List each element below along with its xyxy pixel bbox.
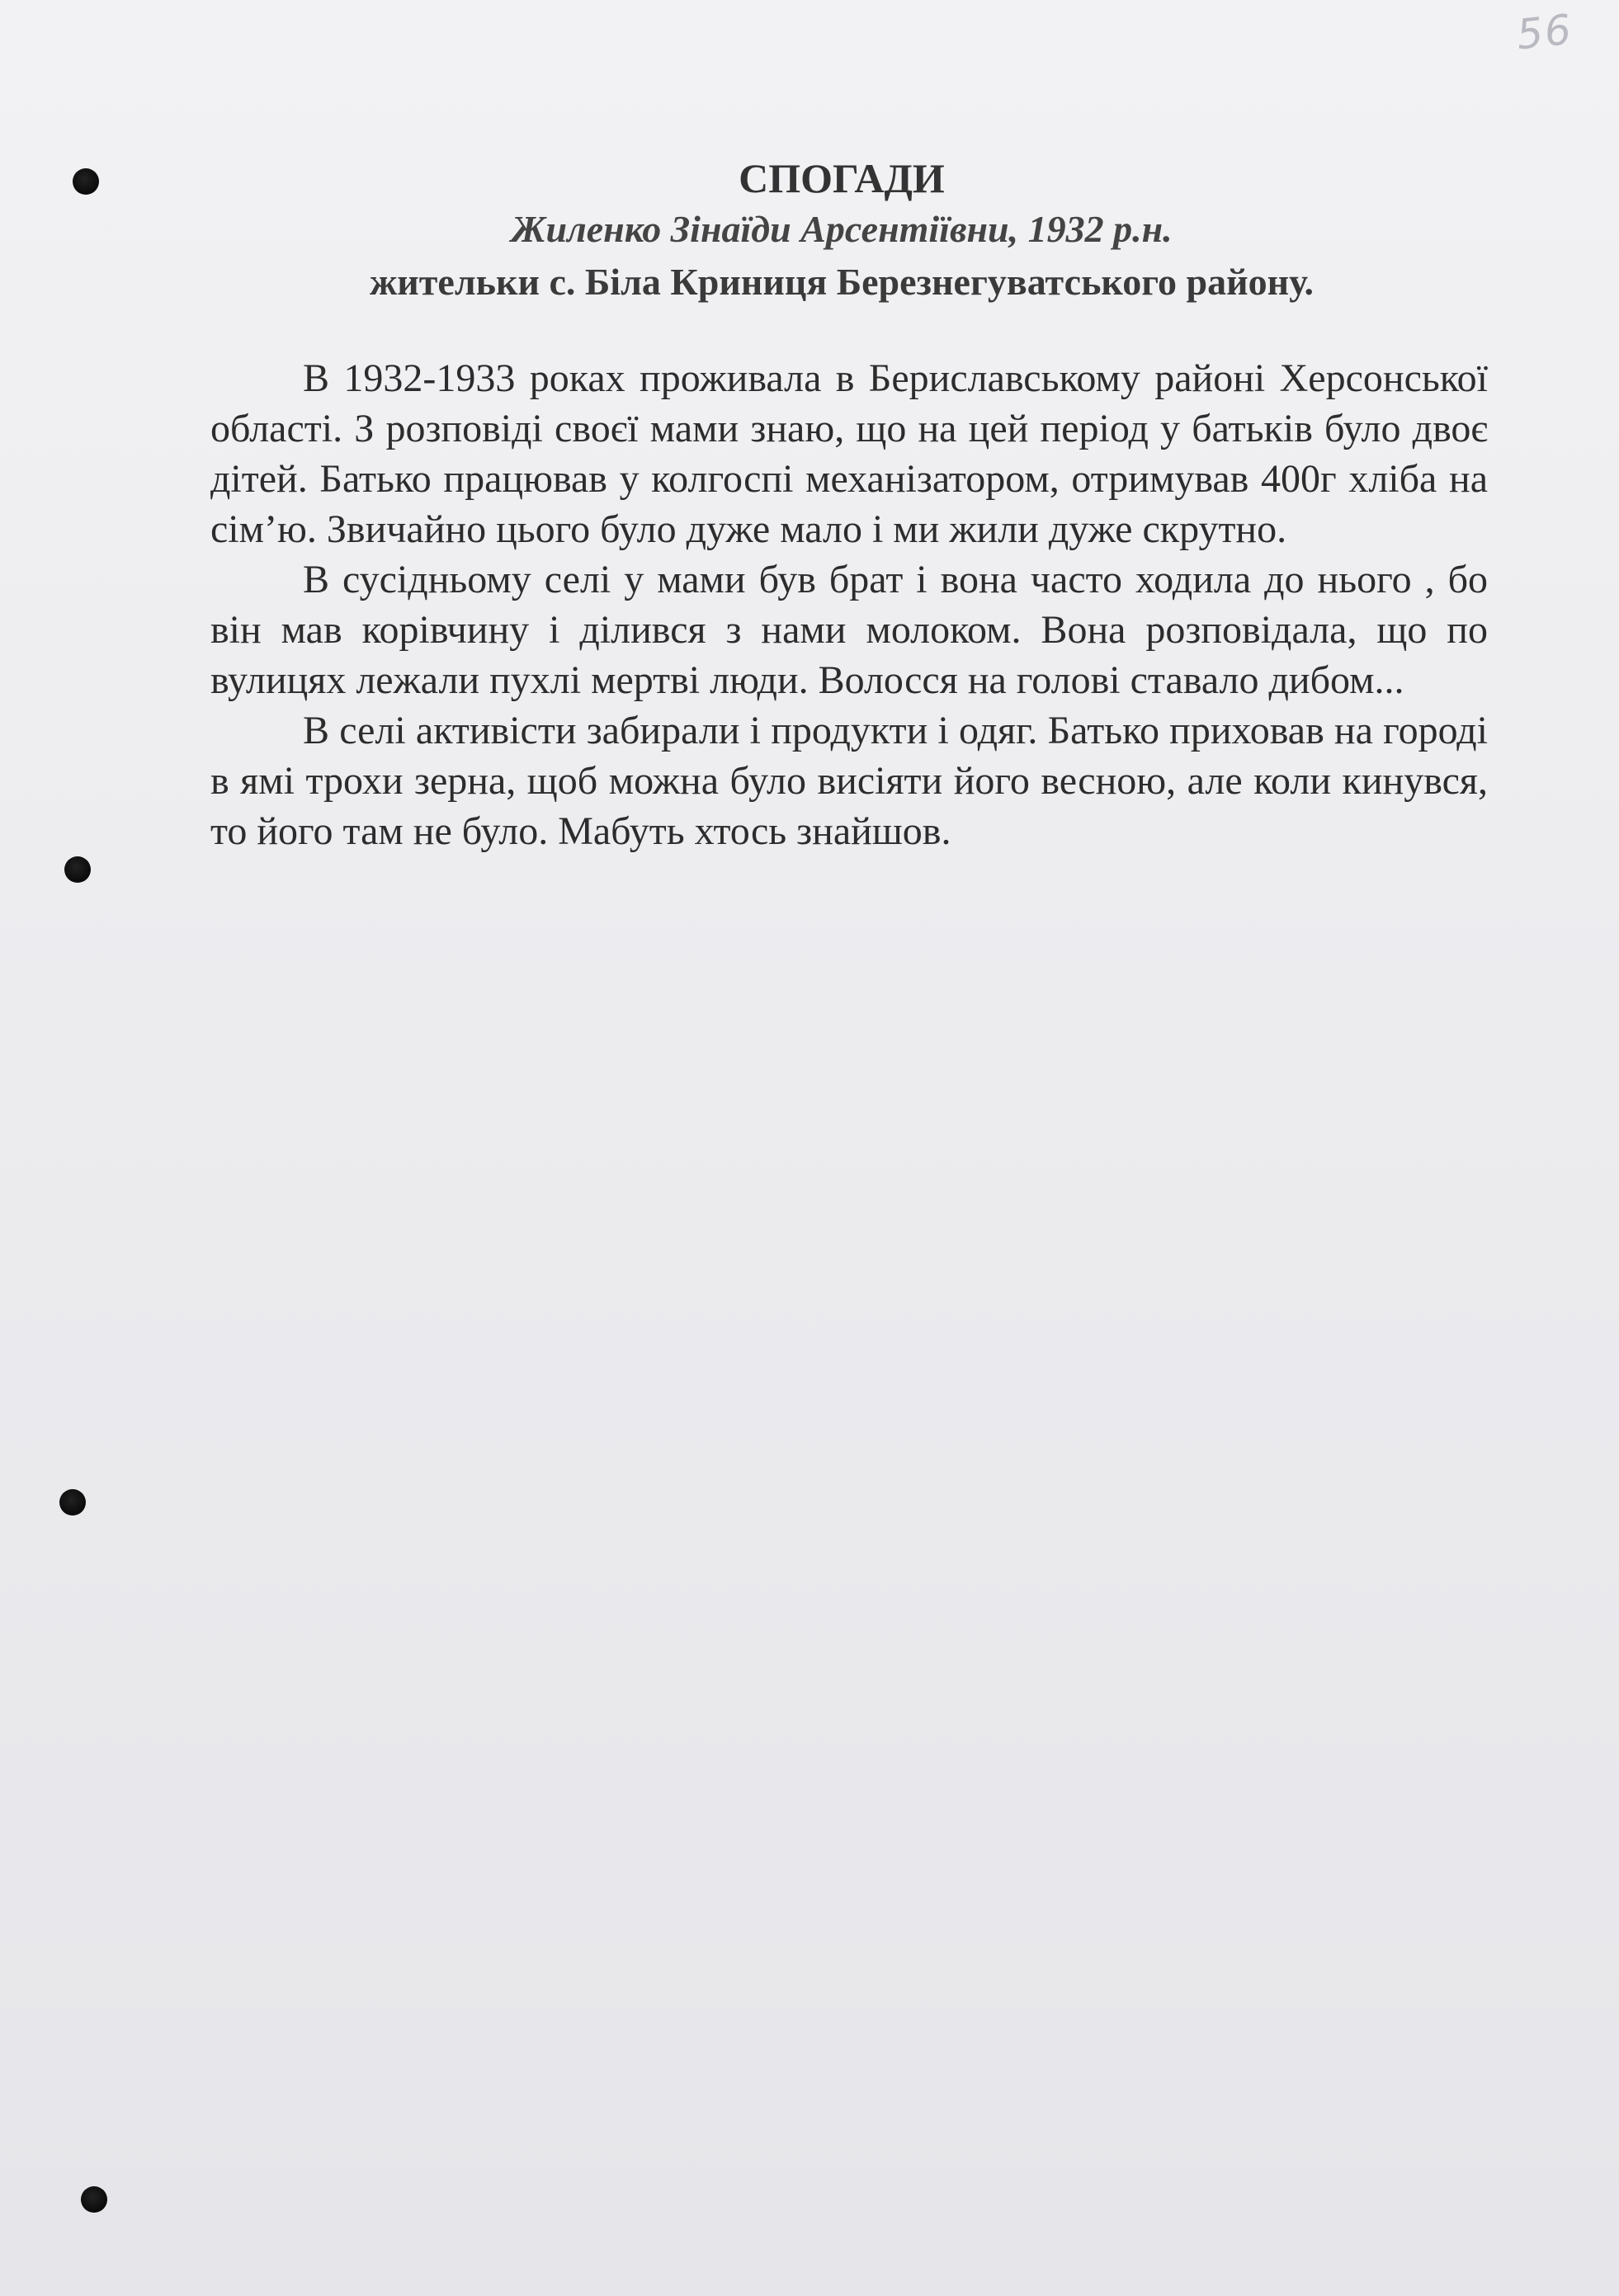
paragraph: В селі активісти забирали і продукти і одяг. Батько приховав на городі в ямі трохи зерна, щоб можна було висіяти його весною, але коли кинувся, то його там не було. Мабуть хтось знайшов. — [210, 709, 1488, 853]
residence-line: жительки с. Біла Криниця Березнегуватського району. — [369, 261, 1315, 303]
paragraph: В сусідньому селі у мами був брат і вона часто ходила до нього , бо він мав корівчину і ділився з нами молоком. Вона розповідала, що по вулицях лежали пухлі мертві люди. Волосся на голові ставало дибом... — [210, 558, 1488, 702]
document-header — [0, 153, 1619, 309]
document-body — [210, 353, 1488, 856]
author-line: Жиленко Зінаїди Арсентіївни, 1932 р.н. — [511, 208, 1173, 250]
paragraph: В 1932-1933 роках проживала в Бериславському районі Херсонської області. З розповіді своєї мами знаю, що на цей період у батьків було двоє дітей. Батько працював у колгоспі механізатором, отримував 400г хліба на сім’ю. Звичайно цього було дуже мало і ми жили дуже скрутно. — [210, 356, 1488, 551]
document-title: СПОГАДИ — [739, 155, 945, 201]
punch-hole-icon — [59, 1489, 86, 1516]
handwritten-page-number: 56 — [1514, 5, 1575, 59]
punch-hole-icon — [64, 856, 91, 883]
punch-hole-icon — [81, 2186, 107, 2213]
